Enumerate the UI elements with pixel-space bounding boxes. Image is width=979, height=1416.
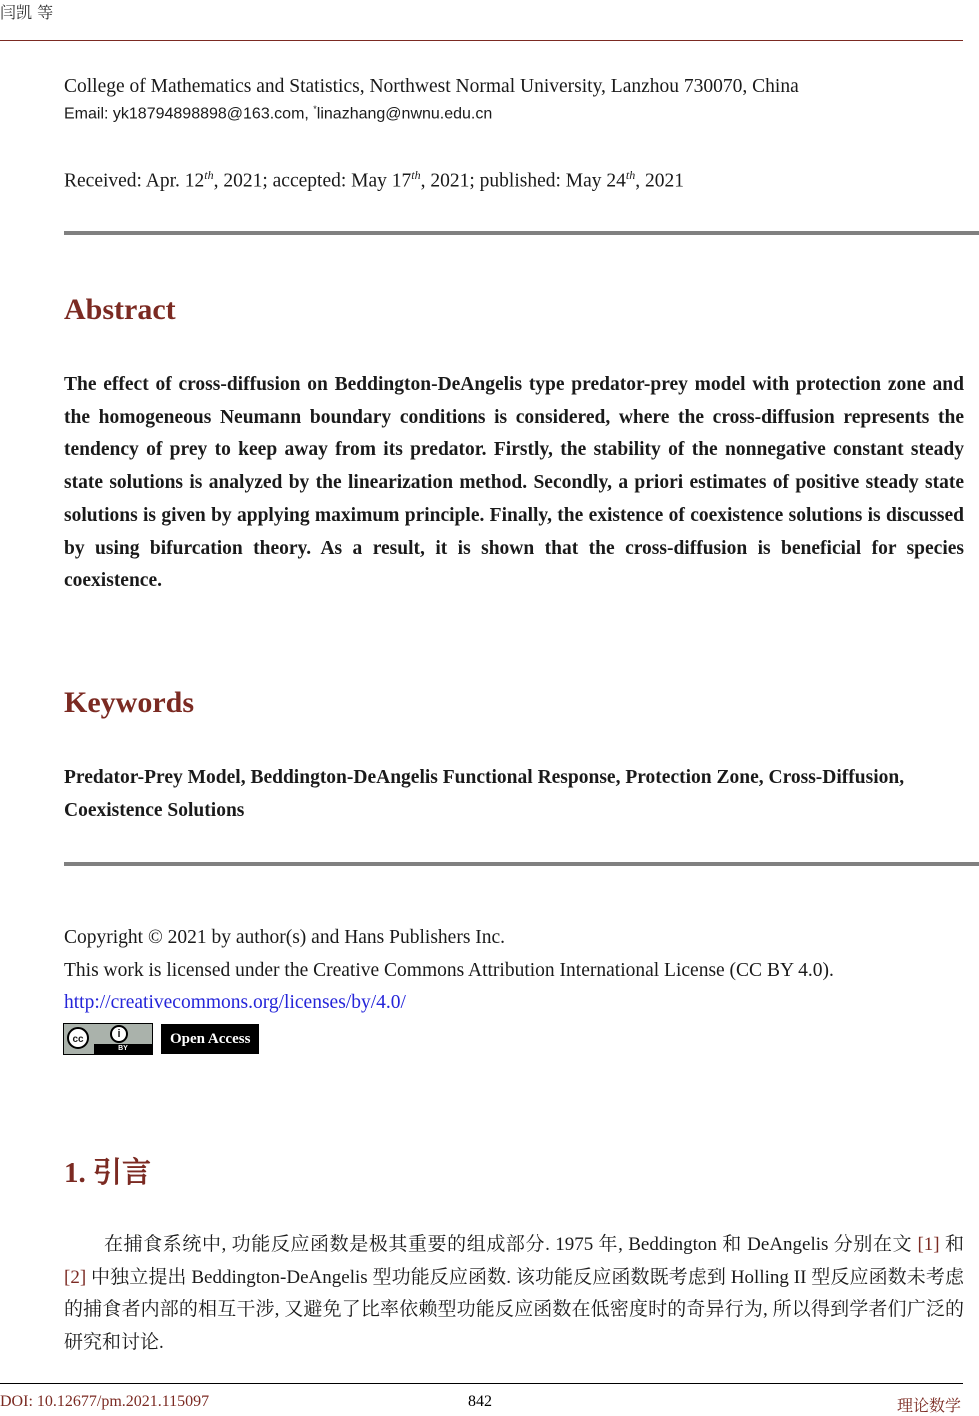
keywords-body: Predator-Prey Model, Beddington-DeAngelis Functional Response, Protection Zone, Cross-Diffusion, Coexistence Solutions — [64, 767, 905, 821]
ordinal-sup: th — [204, 168, 214, 182]
journal-name[interactable]: 理论数学 — [896, 1398, 961, 1415]
received-date: Received: Apr. 12 — [64, 170, 205, 192]
abstract-heading: Abstract — [64, 293, 176, 326]
citation-1-link[interactable]: [1] — [917, 1234, 940, 1255]
footer-doi[interactable]: DOI: 10.12677/pm.2021.115097 — [0, 1393, 210, 1410]
email-primary: Email: yk18794898898@163.com, — [64, 105, 314, 123]
page-number: 842 — [468, 1393, 492, 1410]
running-header-author: 闫凯 等 — [0, 3, 54, 22]
divider-top — [64, 231, 979, 235]
ordinal-sup: th — [625, 168, 636, 182]
license-line: This work is licensed under the Creative Commons Attribution International License (CC BY 4.0). — [64, 959, 834, 981]
intro-text: 在捕食系统中, 功能反应函数是极其重要的组成部分. 1975 年, Beddington 和 DeAngelis 分别在文 — [104, 1234, 918, 1255]
email-line — [64, 104, 492, 123]
header-rule — [0, 40, 963, 41]
keywords-heading: Keywords — [64, 686, 194, 719]
copyright-line: Copyright © 2021 by author(s) and Hans Publishers Inc. — [64, 927, 506, 948]
copyright-block — [64, 922, 834, 1020]
intro-text: 和 — [939, 1234, 964, 1255]
abstract-body: The effect of cross-diffusion on Beddington-DeAngelis type predator-prey model with protection zone and the homogeneous Neumann boundary conditions is considered, where the cross-diffusion represents the tendency of prey to keep away from its predator. Firstly, the stability of the nonnegative constant steady state solutions is analyzed by the linearization method. Secondly, a priori estimates of positive steady state solutions is given by applying maximum principle. Finally, the existence of coexistence solutions is discussed by using bifurcation theory. As a result, it is shown that the cross-diffusion is beneficial for species coexistence. — [64, 374, 964, 592]
email-corresponding: linazhang@nwnu.edu.cn — [316, 105, 493, 123]
open-access-badge: Open Access — [161, 1024, 259, 1054]
intro-paragraph — [64, 1229, 964, 1359]
dates-line — [64, 168, 684, 193]
corresponding-star: * — [313, 104, 317, 114]
published-date: , 2021; published: May 24 — [420, 170, 626, 192]
cc-by-badge[interactable] — [63, 1023, 153, 1055]
published-year: , 2021 — [635, 170, 684, 192]
attribution-icon: i — [110, 1025, 128, 1043]
license-badges — [63, 1023, 259, 1055]
intro-text: 中独立提出 Beddington-DeAngelis 型功能反应函数. 该功能反应函数既考虑到 Holling II 型反应函数未考虑的捕食者内部的相互干涉, 又避免了比率依赖型功能反应函数在低密度时的奇异行为, 所以得到学者们广泛的研究和讨论. — [64, 1266, 964, 1353]
divider-bottom — [64, 862, 979, 866]
citation-2-link[interactable]: [2] — [64, 1266, 87, 1288]
intro-heading: 1. 引言 — [64, 1157, 152, 1189]
by-label: BY — [94, 1044, 152, 1054]
license-link[interactable]: http://creativecommons.org/licenses/by/4.0/ — [64, 992, 406, 1013]
cc-icon: cc — [67, 1027, 89, 1049]
affiliation: College of Mathematics and Statistics, Northwest Normal University, Lanzhou 730070, China — [64, 76, 799, 97]
ordinal-sup: th — [411, 168, 421, 182]
accepted-date: , 2021; accepted: May 17 — [213, 170, 412, 192]
footer-rule — [0, 1383, 963, 1384]
